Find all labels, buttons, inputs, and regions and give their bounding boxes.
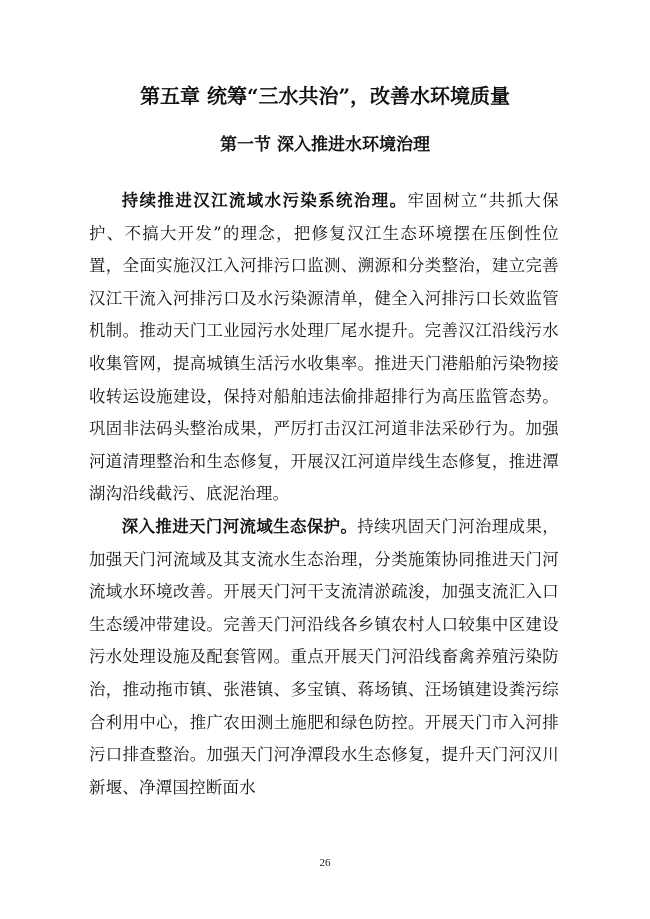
section-title: 第一节 深入推进水环境治理	[220, 135, 430, 155]
page-number: 26	[319, 857, 331, 869]
document-body	[89, 185, 559, 804]
paragraph-lead: 深入推进天门河流域生态保护。	[121, 516, 358, 536]
paragraph-hanjiang	[89, 185, 559, 511]
paragraph-tianmenhe	[89, 511, 559, 804]
paragraph-text: 持续巩固天门河治理成果，加强天门河流域及其支流水生态治理，分类施策协同推进天门河流域水环境改善。开展天门河干支流清淤疏浚，加强支流汇入口生态缓冲带建设。完善天门河沿线各乡镇农村人口较集中区建设污水处理设施及配套管网。重点开展天门河沿线畜禽养殖污染防治，推动拖市镇、张港镇、多宝镇、蒋场镇、汪场镇建设粪污综合利用中心，推广农田测土施肥和绿色防控。开展天门市入河排污口排查整治。加强天门河净潭段水生态修复，提升天门河汉川新堰、净潭国控断面水	[89, 516, 559, 797]
chapter-title: 第五章 统筹“三水共治”，改善水环境质量	[140, 84, 510, 108]
paragraph-lead: 持续推进汉江流域水污染系统治理。	[121, 191, 408, 210]
paragraph-text: 牢固树立“共抓大保护、不搞大开发”的理念，把修复汉江生态环境摆在压倒性位置，全面实施汉江入河排污口监测、溯源和分类整治，建立完善汉江干流入河排污口及水污染源清单，健全入河排污口长效监管机制。推动天门工业园污水处理厂尾水提升。完善汉江沿线污水收集管网，提高城镇生活污水收集率。推进天门港船舶污染物接收转运设施建设，保持对船舶违法偷排超排行为高压监管态势。巩固非法码头整治成果，严厉打击汉江河道非法采砂行为。加强河道清理整治和生态修复，开展汉江河道岸线生态修复，推进潭湖沟沿线截污、底泥治理。	[89, 191, 559, 504]
